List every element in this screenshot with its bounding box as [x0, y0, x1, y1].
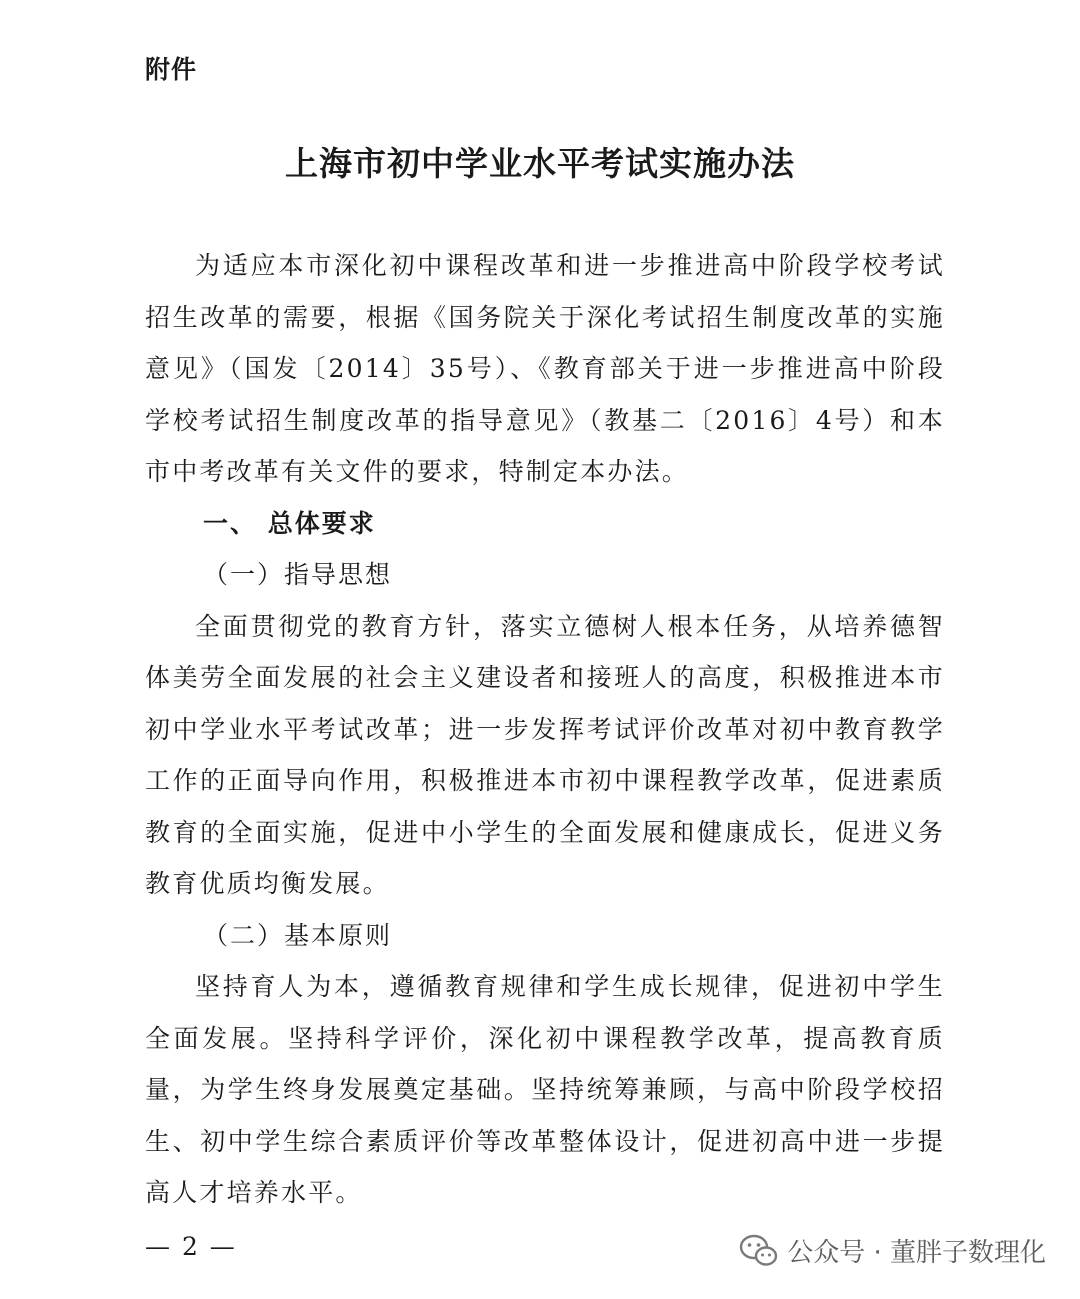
- basic-principles-paragraph: 坚持育人为本，遵循教育规律和学生成长规律，促进初中学生全面发展。坚持科学评价，深化初中课程教学改革，提高教育质量，为学生终身发展奠定基础。坚持统筹兼顾，与高中阶段学校招生、初中学生综合素质评价等改革整体设计，促进初高中进一步提高人才培养水平。: [145, 972, 945, 1207]
- guiding-ideology-paragraph: 全面贯彻党的教育方针，落实立德树人根本任务，从培养德智体美劳全面发展的社会主义建设者和接班人的高度，积极推进本市初中学业水平考试改革；进一步发挥考试评价改革对初中教育教学工作的正面导向作用，积极推进本市初中课程教学改革，促进素质教育的全面实施，促进中小学生的全面发展和健康成长，促进义务教育优质均衡发展。: [145, 611, 945, 898]
- subheading-basic-principles: （二）基本原则: [203, 920, 393, 950]
- subheading-guiding-ideology: （一）指导思想: [203, 560, 393, 589]
- document-title: 上海市初中学业水平考试实施办法: [285, 144, 795, 183]
- wechat-icon: [739, 1234, 779, 1268]
- page-number: — 2 —: [145, 1232, 237, 1261]
- document-body: [145, 240, 945, 1219]
- watermark-text: 公众号 · 董胖子数理化: [787, 1238, 1046, 1268]
- watermark: [739, 1232, 1046, 1269]
- section-heading-general-requirements: 一、 总体要求: [203, 508, 376, 538]
- attachment-label: 附件: [145, 55, 198, 84]
- intro-paragraph: 为适应本市深化初中课程改革和进一步推进高中阶段学校考试招生改革的需要，根据《国务院关于深化考试招生制度改革的实施意见》（国发〔2014〕35号）、《教育部关于进一步推进高中阶段学校考试招生制度改革的指导意见》（教基二〔2016〕4号）和本市中考改革有关文件的要求，特制定本办法。: [145, 251, 945, 486]
